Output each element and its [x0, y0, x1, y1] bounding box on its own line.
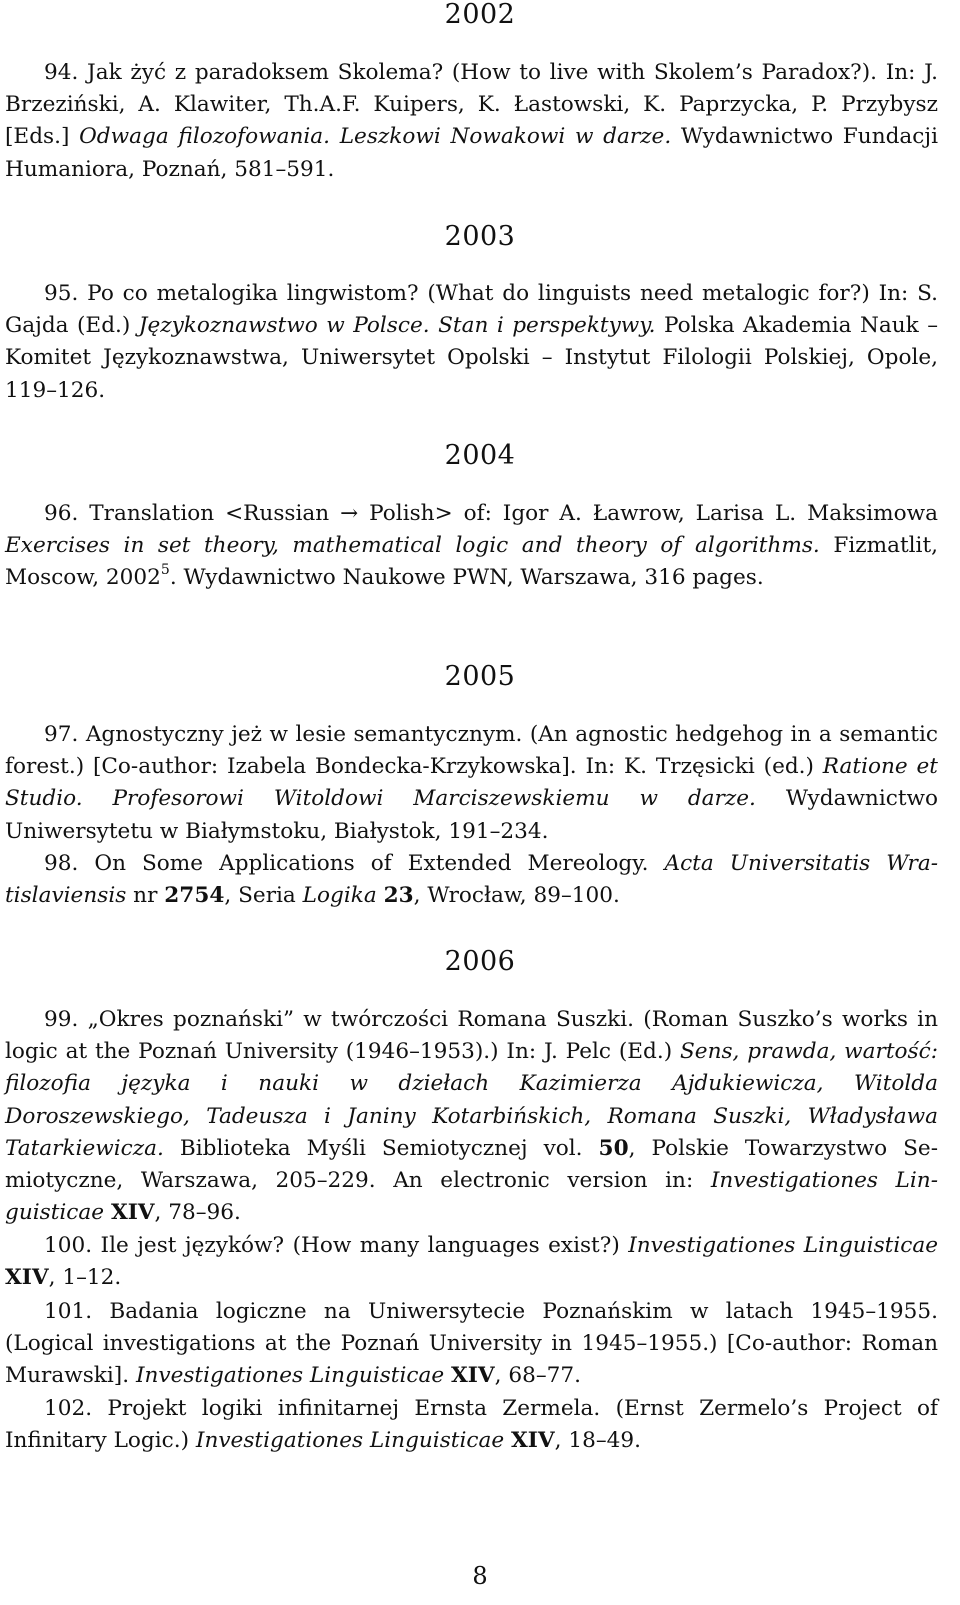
- entry-97-segment-0: 97. Agnostyczny jeż w lesie semantycznym. (An agnostic hedgehog in a semantic forest.) [Co-author: Izabela Bondecka-Krzykowska]. In: K. Trzęsicki (ed.): [5, 722, 938, 780]
- entry-99-segment-8: , 78–96.: [154, 1200, 241, 1226]
- entry-102-segment-1: Investigationes Linguisticae: [195, 1428, 505, 1454]
- entry-98-segment-2: nr: [126, 883, 165, 909]
- entry-100-segment-1: Investigationes Linguisticae: [628, 1233, 938, 1258]
- entry-94: [5, 57, 938, 186]
- entry-98-segment-4: , Seria: [224, 883, 303, 909]
- entry-96-segment-0: 96. Translation <Russian → Polish> of: Igor A. Ławrow, Larisa L. Maksimowa: [44, 501, 938, 526]
- entry-99-segment-0: 99. „Okres poznański” w twórczości Romana Suszki. (Roman Suszko’s works in logic at the Poznań University (1946–1953).) In: J. Pelc (Ed.): [5, 1007, 938, 1065]
- entry-100-segment-4: , 1–12.: [48, 1265, 122, 1291]
- page-number: 8: [472, 1562, 488, 1590]
- entry-98-segment-7: 23: [383, 883, 414, 909]
- entry-97-segment-1: Ratione et Studio. Profesorowi Witoldowi Marciszewskiemu w darze.: [5, 754, 938, 812]
- entry-102-segment-0: 102. Projekt logiki infinitarnej Ernsta Zermela. (Ernst Zermelo’s Project of Infinitary Logic.): [5, 1396, 938, 1454]
- entry-99-segment-6: [104, 1200, 111, 1225]
- entry-96-segment-3: 5: [160, 562, 170, 579]
- entry-99-segment-5: Investigationes Linguisticae: [5, 1168, 938, 1226]
- entry-98-segment-6: [377, 883, 384, 908]
- entry-101-segment-0: 101. Badania logiczne na Uniwersytecie Poznańskim w latach 1945–1955. (Logical investigations at the Poznań University in 1945–1955.) [Co-author: Roman Murawski].: [5, 1299, 938, 1389]
- entry-99-segment-1: Sens, prawda, wartość: filozofia języka i nauki w dziełach Kazimierza Ajdukiewicza, Witolda Doroszewskiego, Tadeusza i Janiny Kotarbińskich, Romana Suszki, Władysława Tatarkiewicza.: [5, 1039, 938, 1161]
- entry-97-segment-2: Wydawnictwo Uniwersytetu w Białymstoku, Białystok, 191–234.: [5, 786, 938, 844]
- entry-97: [5, 719, 938, 848]
- entry-98-segment-1: Acta Universitatis Wratislaviensis: [5, 851, 939, 909]
- year-heading-2006: 2006: [444, 946, 516, 977]
- year-heading-2005: 2005: [444, 661, 516, 692]
- entry-96-segment-1: Exercises in set theory, mathematical logic and theory of algorithms.: [5, 533, 820, 559]
- entry-98-segment-0: 98. On Some Applications of Extended Mereology.: [44, 851, 665, 876]
- entry-102-segment-3: XIV: [511, 1428, 555, 1454]
- entry-99-segment-4: , Polskie Towarzystwo Semiotyczne, Warszawa, 205–229. An electronic version in:: [5, 1135, 938, 1194]
- entry-94-segment-1: Odwaga filozofowania. Leszkowi Nowakowi w darze.: [79, 124, 672, 150]
- entry-101-segment-4: , 68–77.: [494, 1363, 581, 1389]
- entry-102: [5, 1393, 938, 1457]
- entry-102-segment-4: , 18–49.: [554, 1428, 641, 1454]
- entry-101-segment-2: [444, 1363, 451, 1388]
- entry-102-segment-2: [504, 1428, 511, 1453]
- entry-101: [5, 1296, 938, 1393]
- entry-96-segment-4: . Wydawnictwo Naukowe PWN, Warszawa, 316 pages.: [169, 565, 764, 591]
- entry-95: [5, 278, 938, 407]
- entry-99: [5, 1004, 938, 1229]
- entry-98-segment-5: Logika: [302, 883, 377, 909]
- entry-99-segment-3: 50: [598, 1135, 629, 1161]
- entry-94-segment-0: 94. Jak żyć z paradoksem Skolema? (How to live with Skolem’s Paradox?). In: J. Brzeziński, A. Klawiter, Th.A.F. Kuipers, K. Łastowski, K. Paprzycka, P. Przybysz [Eds.]: [5, 60, 938, 150]
- entry-95-segment-2: Polska Akademia Nauk – Komitet Językoznawstwa, Uniwersytet Opolski – Instytut Filologii Polskiej, Opole, 119–126.: [5, 313, 938, 403]
- entry-98-segment-8: , Wrocław, 89–100.: [413, 883, 620, 909]
- entry-100: [5, 1230, 938, 1294]
- entry-100-segment-3: XIV: [5, 1265, 49, 1291]
- year-heading-2004: 2004: [444, 440, 516, 471]
- entry-101-segment-3: XIV: [451, 1363, 495, 1389]
- year-heading-2003: 2003: [444, 221, 516, 252]
- entry-99-segment-2: Biblioteka Myśli Semiotycznej vol.: [163, 1135, 599, 1161]
- entry-98: [5, 848, 938, 912]
- entry-96-segment-2: Fizmatlit, Moscow, 2002: [5, 533, 938, 591]
- entry-95-segment-0: 95. Po co metalogika lingwistom? (What do linguists need metalogic for?) In: S. Gajda (Ed.): [5, 281, 938, 339]
- entry-99-segment-7: XIV: [110, 1200, 155, 1226]
- entry-101-segment-1: Investigationes Linguisticae: [135, 1363, 445, 1389]
- entry-98-segment-3: 2754: [164, 883, 225, 909]
- entry-96: [5, 498, 938, 595]
- entry-95-segment-1: Językoznawstwo w Polsce. Stan i perspektywy.: [138, 313, 656, 339]
- entry-94-segment-2: Wydawnictwo Fundacji Humaniora, Poznań, 581–591.: [5, 124, 938, 182]
- entry-100-segment-0: 100. Ile jest języków? (How many languages exist?): [44, 1233, 629, 1258]
- year-heading-2002: 2002: [444, 0, 516, 30]
